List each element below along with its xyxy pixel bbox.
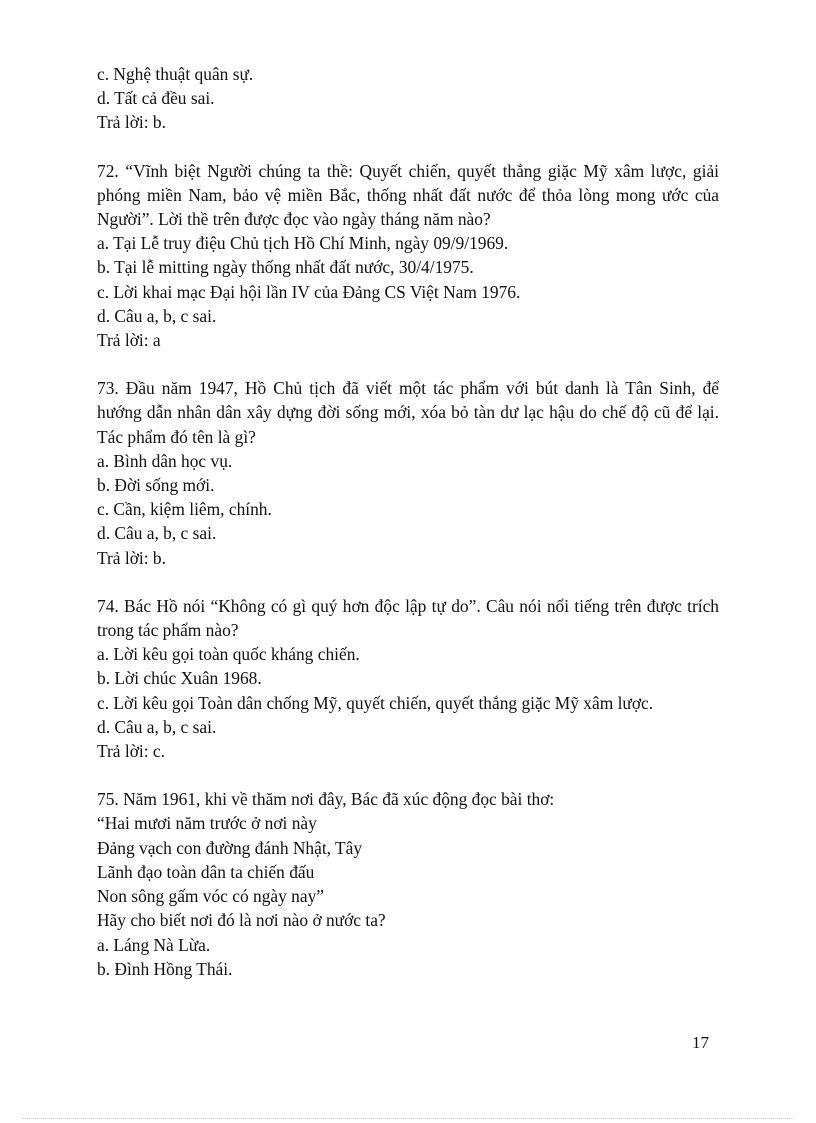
question-text: 72. “Vĩnh biệt Người chúng ta thề: Quyết chiến, quyết thắng giặc Mỹ xâm lược, giải phóng miền Nam, bảo vệ miền Bắc, thống nhất đất nước để thỏa lòng mong ước của Người”. Lời thề trên được đọc vào ngày tháng năm nào? — [97, 160, 719, 230]
option-b: b. Lời chúc Xuân 1968. — [97, 668, 262, 689]
question-73 — [97, 376, 719, 570]
question-text: 74. Bác Hồ nói “Không có gì quý hơn độc lập tự do”. Câu nói nổi tiếng trên được trích trong tác phẩm nào? — [97, 595, 719, 641]
answer: Trả lời: b. — [97, 112, 166, 133]
option-c: c. Lời kêu gọi Toàn dân chống Mỹ, quyết chiến, quyết thắng giặc Mỹ xâm lược. — [97, 692, 654, 713]
poem-line: Đảng vạch con đường đánh Nhật, Tây — [97, 837, 363, 858]
poem-line: “Hai mươi năm trước ở nơi này — [97, 813, 317, 834]
question-74 — [97, 594, 719, 763]
poem-line: Non sông gấm vóc có ngày nay” — [97, 886, 324, 907]
option-c: c. Lời khai mạc Đại hội lần IV của Đảng CS Việt Nam 1976. — [97, 281, 521, 302]
option-d: d. Câu a, b, c sai. — [97, 523, 217, 544]
question-prompt: Hãy cho biết nơi đó là nơi nào ở nước ta? — [97, 910, 386, 931]
option-d: d. Câu a, b, c sai. — [97, 305, 217, 326]
option-a: a. Lời kêu gọi toàn quốc kháng chiến. — [97, 644, 360, 665]
page-content — [97, 62, 719, 981]
question-72 — [97, 159, 719, 353]
page-bottom-divider — [22, 1118, 794, 1119]
answer: Trả lời: c. — [97, 741, 165, 762]
option-c: c. Cần, kiệm liêm, chính. — [97, 499, 272, 520]
page-number: 17 — [692, 1033, 709, 1052]
question-71-continuation — [97, 62, 719, 135]
answer: Trả lời: b. — [97, 547, 166, 568]
option-c: c. Nghệ thuật quân sự. — [97, 64, 254, 84]
option-a: a. Tại Lễ truy điệu Chủ tịch Hồ Chí Minh, ngày 09/9/1969. — [97, 233, 509, 254]
question-text: 73. Đầu năm 1947, Hồ Chủ tịch đã viết một tác phẩm với bút danh là Tân Sinh, để hướng dẫn nhân dân xây dựng đời sống mới, xóa bỏ tàn dư lạc hậu do chế độ cũ để lại. Tác phẩm đó tên là gì? — [97, 378, 719, 447]
option-d: d. Câu a, b, c sai. — [97, 716, 217, 737]
answer: Trả lời: a — [97, 330, 161, 351]
option-a: a. Láng Nà Lừa. — [97, 934, 211, 955]
poem-line: Lãnh đạo toàn dân ta chiến đấu — [97, 861, 315, 882]
option-d: d. Tất cả đều sai. — [97, 88, 215, 109]
option-b: b. Đình Hồng Thái. — [97, 958, 233, 979]
option-b: b. Tại lễ mitting ngày thống nhất đất nước, 30/4/1975. — [97, 257, 474, 278]
option-a: a. Bình dân học vụ. — [97, 450, 233, 471]
option-b: b. Đời sống mới. — [97, 475, 215, 496]
question-text: 75. Năm 1961, khi về thăm nơi đây, Bác đã xúc động đọc bài thơ: — [97, 789, 555, 810]
question-75 — [97, 787, 719, 981]
